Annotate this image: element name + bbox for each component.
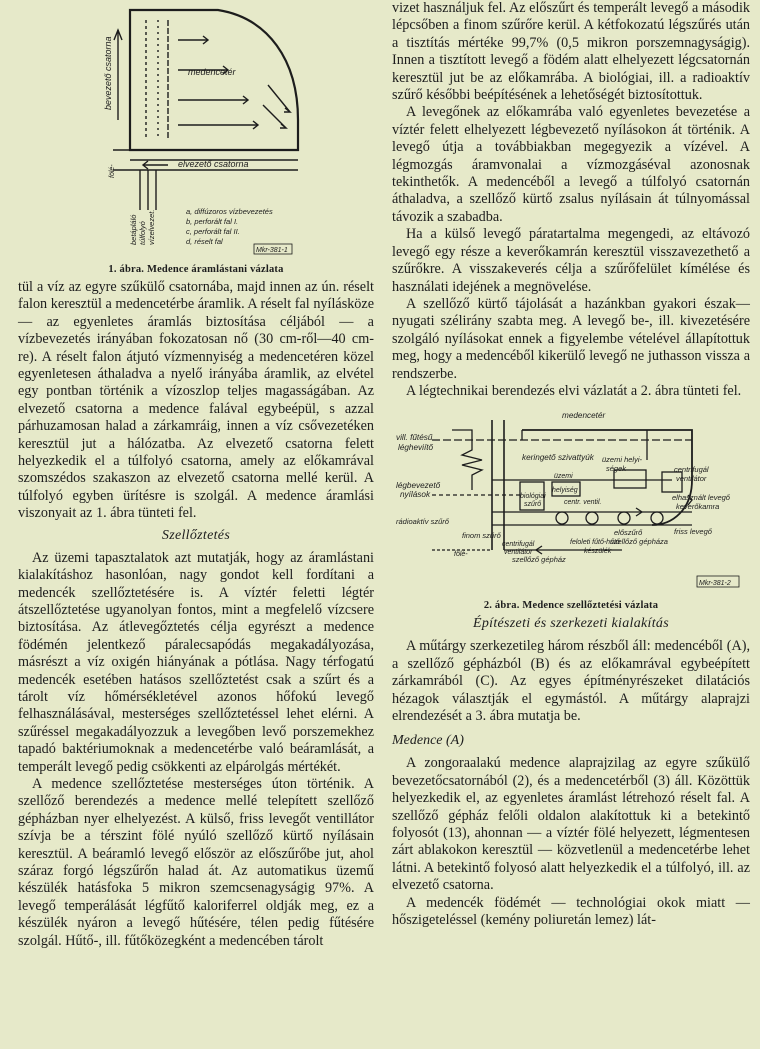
- right-paragraph-2: A levegőnek az előkamrába való egyenletes bevezetése a víztér felett elhelyezett légbevezető nyílásokon át történik. A levegő útja a továbbiakban megegyezik a vízével. A légmozgás áramvonalai a vízmozgáséval azonosnak tekinthetők. A medencéből a levegő a túlfolyó csatornán áthaladva, a szellőző kürtő zsalus nyílásain át túlnyomással távozik a szabadba.: [392, 104, 750, 225]
- right-paragraph-7: A zongoraalakú medence alaprajzilag az egyre szűkülő bevezetőcsatornából (2), és a medencetérből (3) áll. Közöttük helyezkedik el, az egyenletes áramlást létrehozó réselt fal. A szellőző gépház felőli oldalon alakítottuk ki a betekintő folyosót (13), ahonnan — a víztér fölé helyezett, légmentesen zárt ablakokon keresztül — közvetlenül a medencetérbe lehet látni. A betekintő folyosó alatt helyezkedik el a túlfolyó, ill. az elvezető csatorna.: [392, 755, 750, 894]
- figure-2-diagram: [392, 400, 750, 598]
- fig2-label-elhasznalt: elhasznált levegő: [672, 493, 730, 503]
- left-column: [18, 0, 374, 950]
- right-column: [392, 0, 750, 929]
- fig2-label-eloszuro: előszűrő: [614, 528, 643, 538]
- fig2-label-uzemi-helyi: üzemi helyi-: [602, 455, 643, 465]
- right-paragraph-5: A légtechnikai berendezés elvi vázlatát a 2. ábra tünteti fel.: [406, 382, 742, 399]
- figure-1-diagram: [18, 0, 374, 262]
- fig1-legend-d: d, réselt fal: [186, 237, 223, 246]
- heading-szelloztetes: Szellőztetés: [161, 527, 231, 543]
- figure-1-caption: 1. ábra. Medence áramlástani vázlata: [108, 264, 284, 275]
- fig2-label-friss: friss levegő: [674, 527, 712, 537]
- fig2-label-szellozo-gep: szellőző gépháza: [610, 537, 668, 547]
- fig2-label-finom: finom szűrő: [462, 531, 501, 541]
- fig2-label-legbevezeto: légbevezető: [396, 481, 441, 491]
- fig2-label-legheviito: légheviítő: [398, 443, 434, 453]
- heading-epiteszeti: Építészeti és szerkezeti kialakítás: [473, 616, 669, 632]
- fig2-label-radioaktiv: rádioaktív szűrő: [396, 517, 449, 527]
- fig1-label-elvezeto: elvezető csatorna: [178, 159, 249, 169]
- fig2-label-feloleti: feloleti fűtő-hűtő: [570, 539, 620, 547]
- fig1-label-fole: fölé-: [109, 164, 116, 178]
- fig2-label-keverokamra: keverőkamra: [676, 502, 720, 512]
- figure-1: [18, 0, 374, 275]
- fig2-label-nyilasok: nyílások: [400, 490, 431, 500]
- right-paragraph-1: vizet használjuk fel. Az előszűrt és temperált levegő a második lépcsőben a finom szűrőre kerül. A kétfokozatú légszűrés után a tisztítás mértéke 99,7% (0,5 mikron porszemnagyságig). Innen a tisztított levegő a födém alatt elhelyezett légcsatornán keresztül jut be az előkamrába. A biológiai, ill. a radioaktív szűrő későbbi beépítésének a lehetőségét biztosítottuk.: [392, 0, 750, 104]
- fig2-label-fole: fölé-: [454, 551, 468, 559]
- figure-2: [392, 400, 750, 611]
- fig2-label-szellozo-gephaz: szellőző gépház: [512, 555, 566, 565]
- fig2-label-centrifugal-2: centrifugál: [502, 541, 535, 549]
- fig2-label-ventilator-2: ventilátor: [504, 549, 533, 557]
- fig1-label-bevezeto: bevezető csatorna: [103, 36, 113, 110]
- fig2-label-keringeto: keringető szivattyúk: [522, 453, 594, 463]
- fig2-label-ventillator: ventilátor: [676, 474, 707, 484]
- right-paragraph-4: A szellőző kürtő tájolását a hazánkban gyakori észak—nyugati szélirány szabta meg. A levegő be-, ill. kivezetésére szolgáló nyílásokat ennek a figyelembe vételével állapítottuk meg, hogy a medencéből kikerülő levegő ne juthasson vissza a rendszerbe.: [392, 295, 750, 382]
- figure-2-caption: 2. ábra. Medence szellőztetési vázlata: [483, 600, 659, 612]
- fig1-label-betaplalo: betápláló: [129, 214, 138, 245]
- fig2-label-segek: ségek: [606, 464, 627, 474]
- left-paragraph-1: tül a víz az egyre szűkülő csatornába, majd innen az ún. réselt falon keresztül a medencetérbe áramlik. A réselt fal nyílásköze — az egyenletes áramlás biztosítása céljából — a vízbevezetés irányában fokozatosan nő (30 cm-ről—40 cm-re). A réselt falon átjutó vízmennyiség a medencetéren közel egyenletesen áthaladva a nyelő irányába áramlik, az elvétel egy pontban történik a vízoszlop teljes magasságában. Az elvezető csatorna a medence falával egybeépül, s azzal párhuzamosan halad a zárkamráig, innen a víz csővezetéken keresztül jut a hálózatba. Az elvezető csatorna felett helyezkedik el a túlfolyó csatorna, amely az előkamrával szomszédos szakaszon az elvezető csatorna mellé kerül. A túlfolyó egyben ürítésre is szolgál. A medence áramlási viszonyait az 1. ábra tünteti fel.: [18, 279, 374, 522]
- right-paragraph-3: Ha a külső levegő páratartalma megengedi, az eltávozó levegő egy része a keverőkamrán keresztül visszavezethető a szűrőkre. A visszakeverés célja a szűrőfelület kímélése és használati idejének a megnövelése.: [392, 226, 750, 295]
- fig2-label-villfutesu: vill. fűtésű: [396, 433, 433, 443]
- fig2-label-centr: centr. ventil.: [564, 499, 602, 507]
- fig1-tag: Mkr-381-1: [256, 247, 288, 254]
- fig2-label-szuro: szűrő: [524, 501, 542, 509]
- left-paragraph-3: A medence szellőztetése mesterséges úton történik. A szellőző berendezés a medence mellé telepített szellőző gépházban nyer elhelyezést. A külső, friss levegőt ventillátor szívja be a térszint fölé nyúló szellőző kürtő nyílásain keresztül. A beáramló levegő először az előszűrőbe jut, ahol száraz forgó légszűrőn halad át. Az automatikus üzemű készülék hatásfoka 5 mikron szemcsenagyságig 97%. A levegő temperálását légfűtő kaloriferrel oldják meg, ez a készülék nyáron a levegő hűtésére, télen pedig fűtésére szolgál. Hűtő-, ill. fűtőközegként a medencében tárolt: [18, 775, 374, 949]
- left-paragraph-2: Az üzemi tapasztalatok azt mutatják, hogy az áramlástani kialakításhoz hasonlóan, nagy gondot kell fordítani a medencék szellőztetésére is. A víztér feletti légtér átszellőztetése ugyanolyan fontos, mint a megfelelő vízcsere biztosítása. Az átlevegőztetés célja egyrészt a medence födémén jelentkező páralecsapódás megakadályozása, másrészt a víz oxigén hiányának a pótlása. Nagy térfogatú medencék esetében hatásos szellőztetést csak a szűrt és a tárolt víz hőmérsékletével azonos hőfokú levegő felhasználásával, mesterséges szellőztetéssel lehet elérni. A szűréssel megakadályozzuk a levegőben levő porszemekhez tapadó baktériumoknak a medencetérbe való beáramlását, a temperált levegő pedig csökkenti az elpárolgás mértékét.: [18, 549, 374, 775]
- fig1-legend-c: c, perforált fal II.: [186, 227, 240, 236]
- fig1-label-medencefer: medencetér: [188, 67, 236, 77]
- fig1-label-tulfolyo: túlfolyó: [138, 221, 147, 245]
- fig2-label-biologiai: biológiai: [520, 493, 546, 501]
- fig2-tag: Mkr-381-2: [699, 580, 731, 588]
- fig2-label-medencefer: medencetér: [562, 411, 606, 421]
- fig2-label-uzemi: üzemi: [554, 473, 573, 481]
- fig1-legend-b: b, perforált fal I.: [186, 217, 239, 226]
- fig1-legend-a: a, diffúzoros vízbevezetés: [186, 207, 273, 216]
- fig2-label-keszulek: készülék: [584, 548, 612, 556]
- fig2-label-helyiseg: helyiség: [552, 487, 578, 495]
- right-paragraph-8: A medencék födémét — technológiai okok miatt — hőszigeteléssel (kemény poliuretán lemez) lát-: [392, 894, 750, 929]
- subheading-medence: Medence (A): [392, 733, 464, 749]
- right-paragraph-6: A műtárgy szerkezetileg három részből áll: medencéből (A), a szellőző gépházból (B) és az előkamrával egybeépített zárkamrából (C). Az egyes építményrészeket dilatációs hézagok választják el egymástól. A műtárgy alaprajzi elrendezését a 3. ábra mutatja be.: [392, 638, 750, 724]
- fig2-label-centrifugal: centrifugál: [674, 465, 709, 475]
- fig1-label-vizelvezet: vízelvezet.: [147, 209, 156, 245]
